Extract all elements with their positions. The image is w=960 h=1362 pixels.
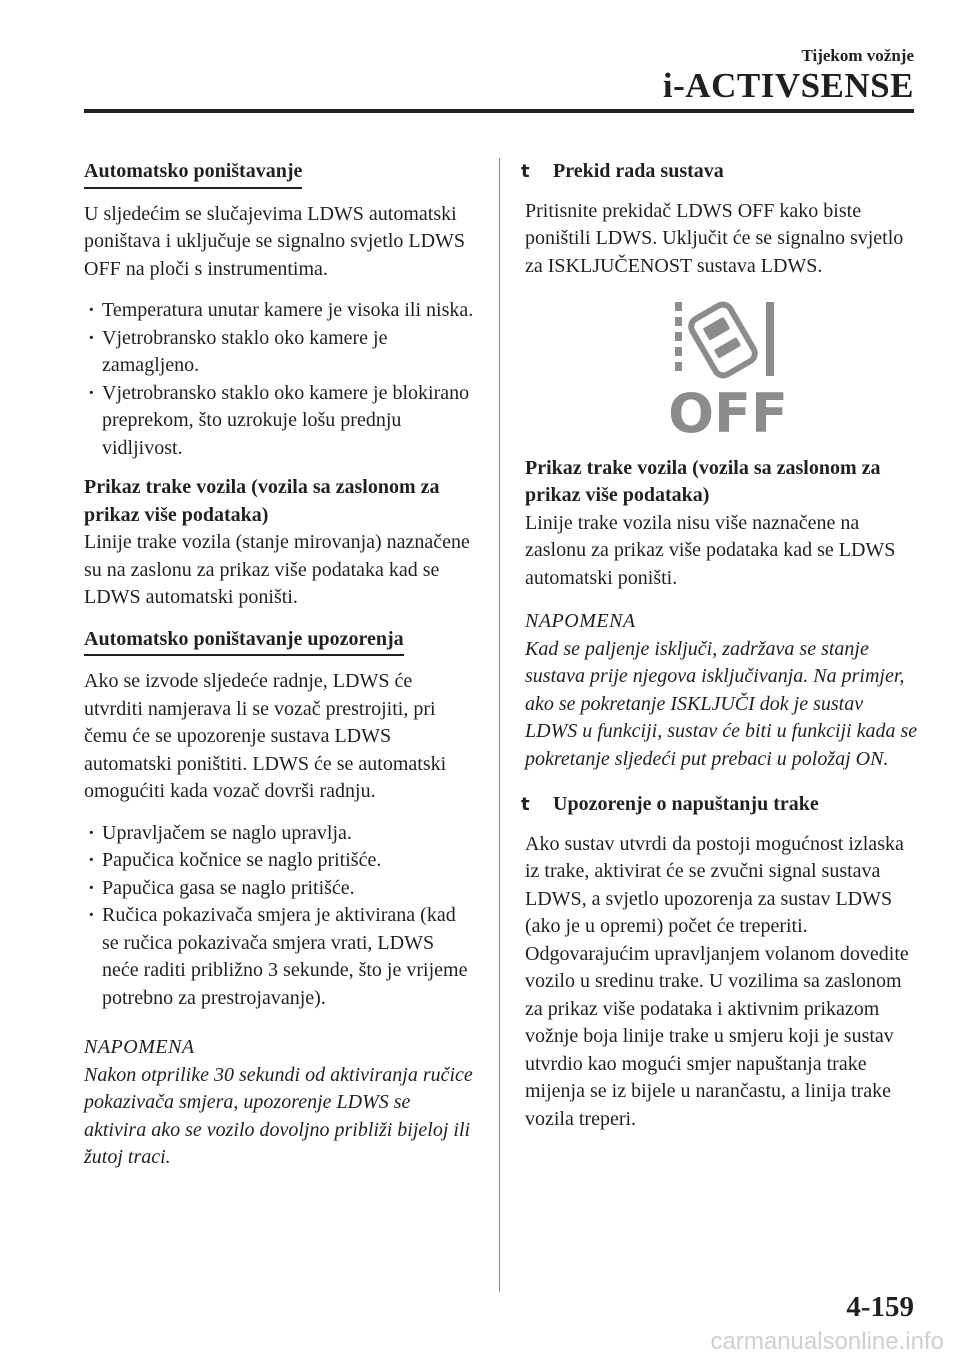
lane-display-text: Linije trake vozila (stanje mirovanja) naznačene su na zaslonu za prikaz više podataka kad se LDWS automatski poništi. bbox=[84, 531, 470, 608]
auto-cancel-intro: U sljedećim se slučajevima LDWS automatski poništava i uključuje se signalno svjetlo LDWS OFF na ploči s instrumentima. bbox=[84, 202, 466, 280]
list-item: · Ručica pokazivača smjera je aktivirana (kad se ručica pokazivača smjera vrati, LDWS neće raditi približno 3 sekunde, što je vrijeme potrebno za prestrojavanje). bbox=[84, 902, 474, 1012]
column-divider bbox=[499, 158, 500, 1292]
list-item: · Vjetrobransko staklo oko kamere je blokirano preprekom, što uzrokuje lošu prednju vidljivost. bbox=[84, 380, 474, 463]
watermark: carmanualsonline.info bbox=[710, 1328, 944, 1355]
stop-heading bbox=[513, 158, 918, 186]
warning-cancel-list bbox=[84, 820, 474, 1013]
warning-cancel-heading: Automatsko poništavanje upozorenja bbox=[84, 626, 404, 657]
lane-warning-heading-text: Upozorenje o napuštanju trake bbox=[553, 793, 819, 815]
note-label: NAPOMENA bbox=[84, 1036, 195, 1058]
ldws-off-icon-graphic bbox=[663, 296, 793, 436]
ldws-off-icon bbox=[537, 296, 918, 445]
stop-text: Pritisnite prekidač LDWS OFF kako biste poništili LDWS. Uključit će se signalno svjetlo za ISKLJUČENOST sustava LDWS. bbox=[525, 199, 904, 277]
section-marker-icon: t bbox=[521, 161, 530, 182]
list-item: · Upravljačem se naglo upravlja. bbox=[84, 820, 474, 848]
warning-cancel-intro: Ako se izvode sljedeće radnje, LDWS će utvrditi namjerava li se vozač prestrojiti, pri čemu će se upozorenje sustava LDWS automatski poništiti. LDWS će se automatski omogućiti kada vozač dovrši radnju. bbox=[84, 670, 447, 802]
chapter-title: i-ACTIVSENSE bbox=[662, 66, 914, 105]
right-lane-display-text: Linije trake vozila nisu više naznačene na zaslonu za prikaz više podataka kad se LDWS automatski poništi. bbox=[525, 511, 896, 589]
list-item: · Papučica gasa se naglo pritišće. bbox=[84, 875, 474, 903]
lane-warning-heading bbox=[513, 791, 918, 819]
auto-cancel-heading: Automatsko poništavanje bbox=[84, 158, 302, 189]
lane-display-heading: Prikaz trake vozila (vozila sa zaslonom za prikaz više podataka) bbox=[84, 476, 440, 526]
page-number: 4-159 bbox=[846, 1291, 914, 1323]
right-column bbox=[513, 158, 918, 1133]
list-item: · Papučica kočnice se naglo pritišće. bbox=[84, 847, 474, 875]
auto-cancel-list bbox=[84, 297, 474, 462]
note-text: Nakon otprilike 30 sekundi od aktiviranja ručice pokazivača smjera, upozorenje LDWS se aktivira ako se vozilo dovoljno približi bijeloj ili žutoj traci. bbox=[84, 1063, 473, 1168]
left-column bbox=[84, 158, 474, 1172]
section-marker-icon: t bbox=[521, 794, 530, 815]
right-note-label: NAPOMENA bbox=[525, 610, 636, 632]
right-lane-display-heading: Prikaz trake vozila (vozila sa zaslonom za prikaz više podataka) bbox=[525, 456, 881, 506]
list-item: · Temperatura unutar kamere je visoka ili niska. bbox=[84, 297, 474, 325]
list-item: · Vjetrobransko staklo oko kamere je zamagljeno. bbox=[84, 325, 474, 380]
section-label: Tijekom vožnje bbox=[801, 46, 914, 65]
lane-warning-text: Ako sustav utvrdi da postoji mogućnost izlaska iz trake, aktivirat će se zvučni signal sustava LDWS, a svjetlo upozorenja za sustav LDWS (ako je u opremi) počet će treperiti. Odgovarajućim upravljanjem volanom dovedite vozilo u sredinu trake. U vozilima sa zaslonom za prikaz više podataka i aktivnim prikazom vožnje boja linije trake u smjeru koji je sustav utvrdio kao mogući smjer napuštanja trake mijenja se iz bijele u narančastu, a linija trake vozila treperi. bbox=[525, 832, 909, 1130]
ldws-off-icon-label: OFF bbox=[667, 382, 788, 436]
right-note-text: Kad se paljenje isključi, zadržava se stanje sustava prije njegova isključivanja. Na primjer, ako se pokretanje ISKLJUČI dok je sustav LDWS u funkciji, sustav će biti u funkciji kada se pokretanje sljedeći put prebaci u položaj ON. bbox=[525, 637, 918, 770]
header-rule bbox=[84, 109, 914, 113]
stop-heading-text: Prekid rada sustava bbox=[553, 160, 724, 182]
